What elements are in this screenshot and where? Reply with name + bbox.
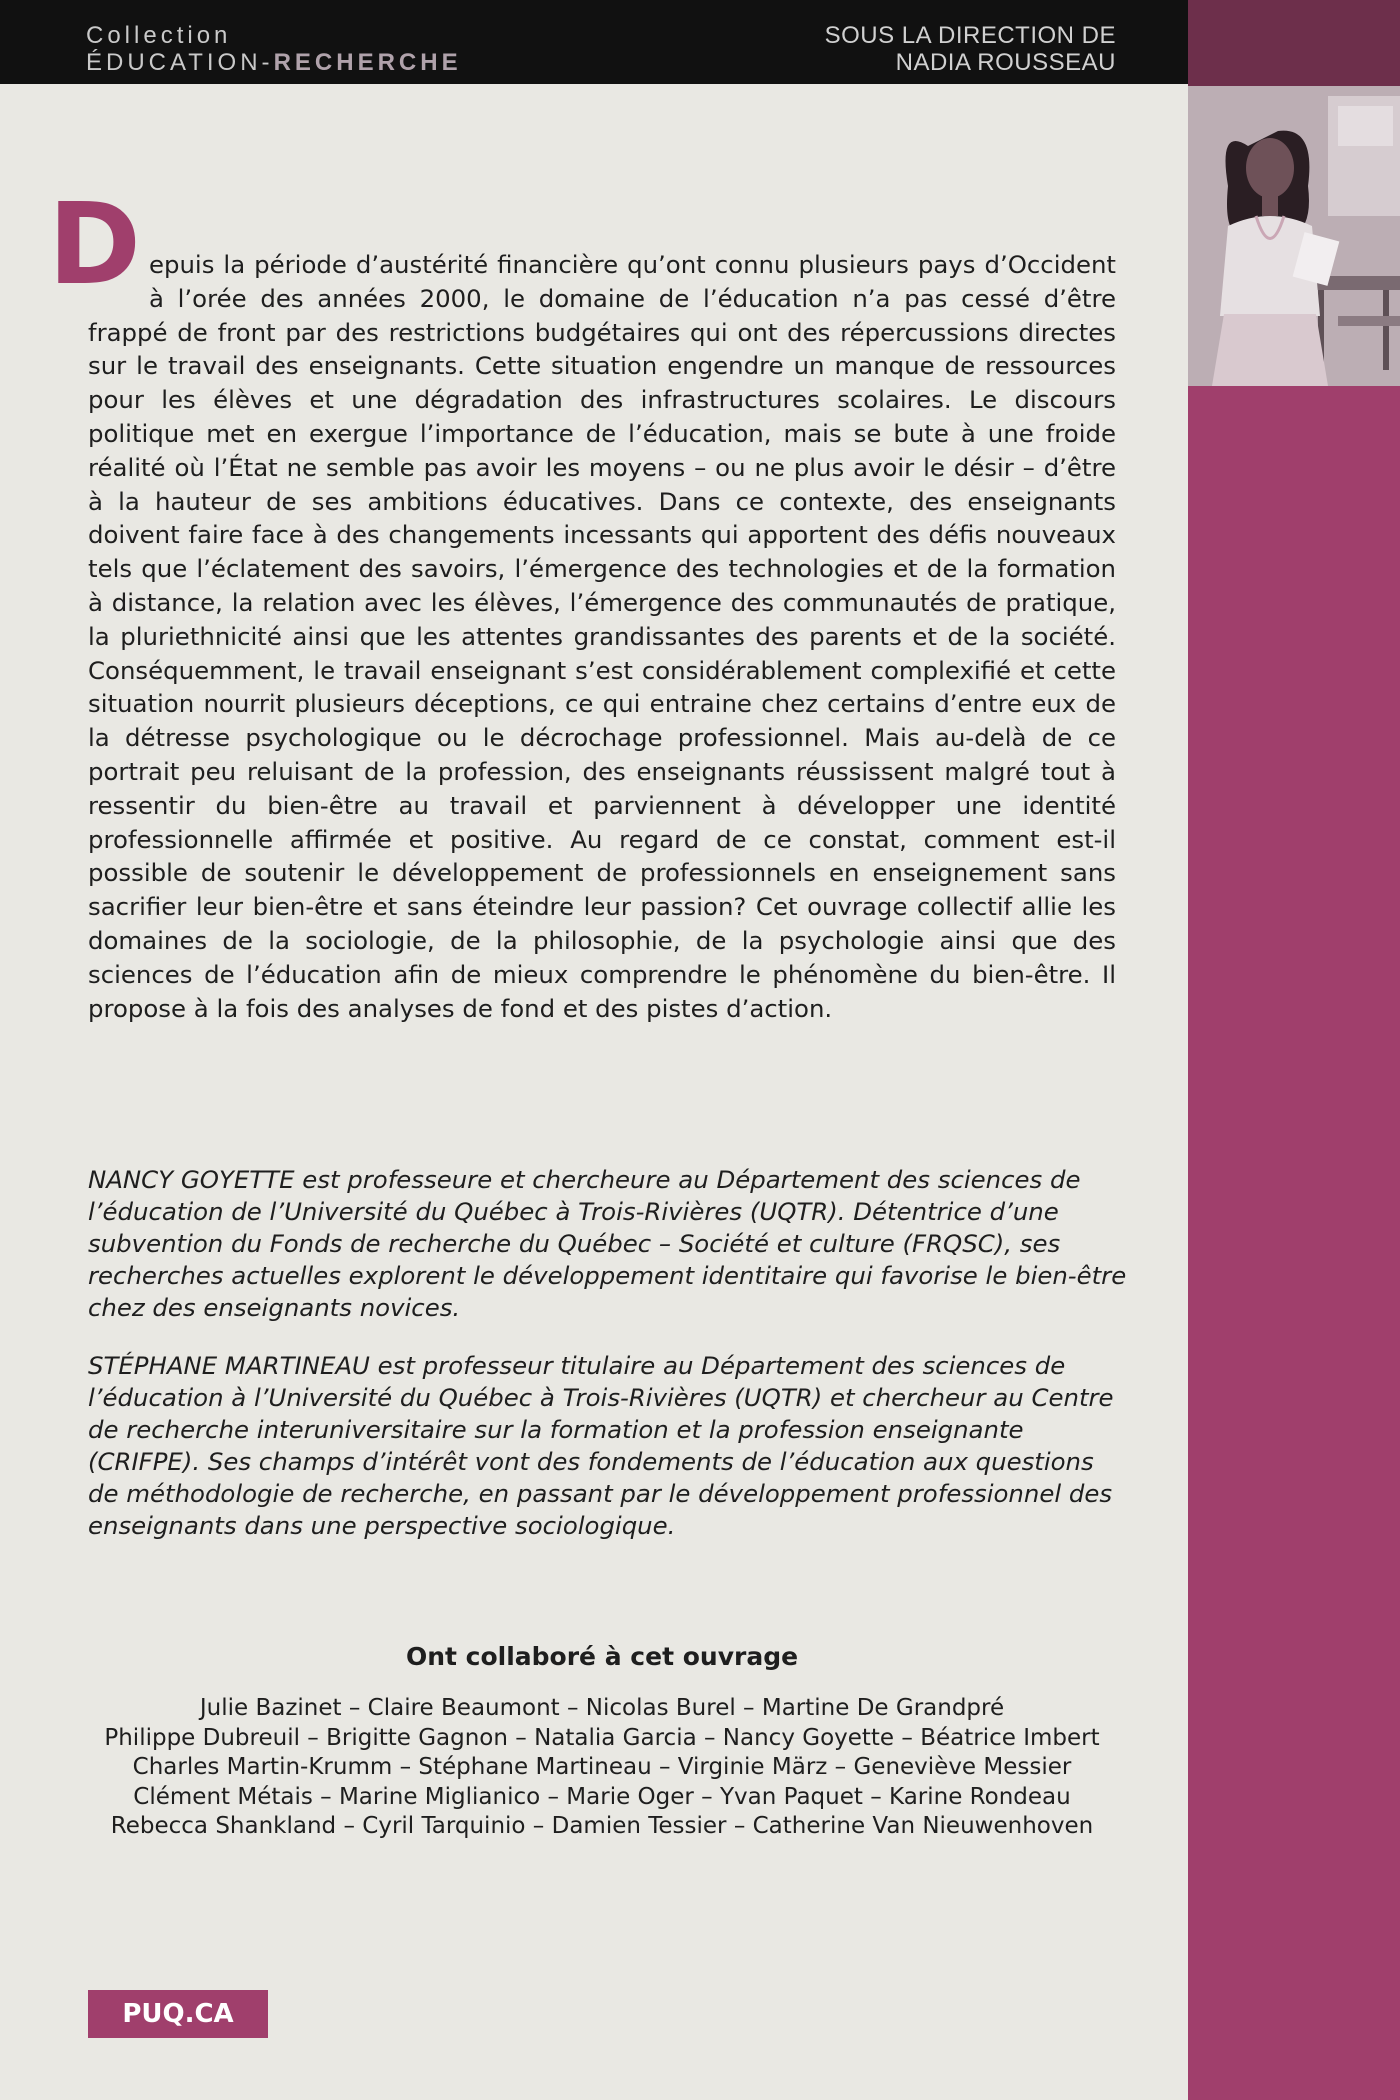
summary-text: epuis la période d’austérité financière qu’ont connu plusieurs pays d’Occident à l’orée des années 2000, le domaine de l’éducation n’a pas cessé d’être frappé de front par des restrictions budgétaires qui ont des répercussions directes sur le travail des enseignants. Cette situation engendre un manque de ressources pour les élèves et une dégradation des infrastructures scolaires. Le discours politique met en exergue l’importance de l’éducation, mais se bute à une froide réalité où l’État ne semble pas avoir les moyens – ou ne plus avoir le désir – d’être à la hauteur de ses ambitions éducatives. Dans ce contexte, des enseignants doivent faire face à des changements incessants qui apportent des défis nouveaux tels que l’éclatement des savoirs, l’émergence des technologies et de la formation à distance, la relation avec les élèves, l’émergence des communautés de pratique, la pluriethnicité ainsi que les attentes grandissantes des parents et de la société. Conséquemment, le travail enseignant s’est considérablement complexifié et cette situation nourrit plusieurs déceptions, ce qui entraine chez certains d’entre eux de la détresse psychologique ou le décrochage professionnel. Mais au-delà de ce portrait peu reluisant de la profession, des enseignants réussissent malgré tout à ressentir du bien-être au travail et parviennent à développer une identité professionnelle affirmée et positive. Au regard de ce constat, comment est-il possible de soutenir le développement de professionnels en enseignement sans sacrifier leur bien-être et sans éteindre leur passion? Cet ouvrage collectif allie les domaines de la sociologie, de la philosophie, de la psychologie ainsi que des sciences de l’éducation afin de mieux comprendre le phénomène du bien-être. Il propose à la fois des analyses de fond et des pistes d’action. [88, 250, 1116, 1023]
collaborators-line: Julie Bazinet – Claire Beaumont – Nicolas Burel – Martine De Grandpré [199, 1695, 1005, 1721]
publisher-logo: PUQ.CA [88, 1990, 268, 2038]
collaborators-line: Philippe Dubreuil – Brigitte Gagnon – Natalia Garcia – Nancy Goyette – Béatrice Imbert [104, 1724, 1100, 1751]
collection-label: Collection [86, 22, 232, 49]
collection-name-part2: RECHERCHE [273, 49, 462, 76]
teacher-photo [1188, 86, 1400, 386]
back-cover-summary [48, 180, 1116, 1025]
direction-label: SOUS LA DIRECTION DE [824, 22, 1116, 49]
collaborators-heading: Ont collaboré à cet ouvrage [405, 1642, 799, 1671]
collection-name-part1: ÉDUCATION- [86, 49, 274, 76]
director-name: NADIA ROUSSEAU [895, 49, 1116, 76]
collection-name [86, 49, 462, 76]
dropcap-letter: D [48, 180, 141, 310]
collaborators-line: Rebecca Shankland – Cyril Tarquinio – Damien Tessier – Catherine Van Nieuwenhoven [110, 1813, 1094, 1839]
side-band-bottom [1188, 386, 1400, 2100]
side-band-top [1188, 0, 1400, 86]
author-bio-goyette: NANCY GOYETTE est professeure et chercheure au Département des sciences de l’éducation de l’Université du Québec à Trois-Rivières (UQTR). Détentrice d’une subvention du Fonds de recherche du Québec – Société et culture (FRQSC), ses recherches actuelles explorent le développement identitaire qui favorise le bien-être chez des enseignants novices. [88, 1165, 1127, 1322]
collection-title [86, 22, 462, 76]
collaborators-list [0, 1694, 1204, 1842]
top-header-bar [0, 0, 1188, 84]
collaborators-line: Charles Martin-Krumm – Stéphane Martineau – Virginie März – Geneviève Messier [132, 1754, 1072, 1780]
editor-credit [696, 22, 1116, 76]
author-bio-martineau: STÉPHANE MARTINEAU est professeur titulaire au Département des sciences de l’éducation à l’Université du Québec à Trois-Rivières (UQTR) et chercheur au Centre de recherche interuniversitaire sur la formation et la profession enseignante (CRIFPE). Ses champs d’intérêt vont des fondements de l’éducation aux questions de méthodologie de recherche, en passant par le développement professionnel des enseignants dans une perspective sociologique. [88, 1351, 1114, 1540]
teacher-photo-illustration [1188, 86, 1400, 386]
collaborators-line: Clément Métais – Marine Miglianico – Marie Oger – Yvan Paquet – Karine Rondeau [133, 1783, 1071, 1810]
